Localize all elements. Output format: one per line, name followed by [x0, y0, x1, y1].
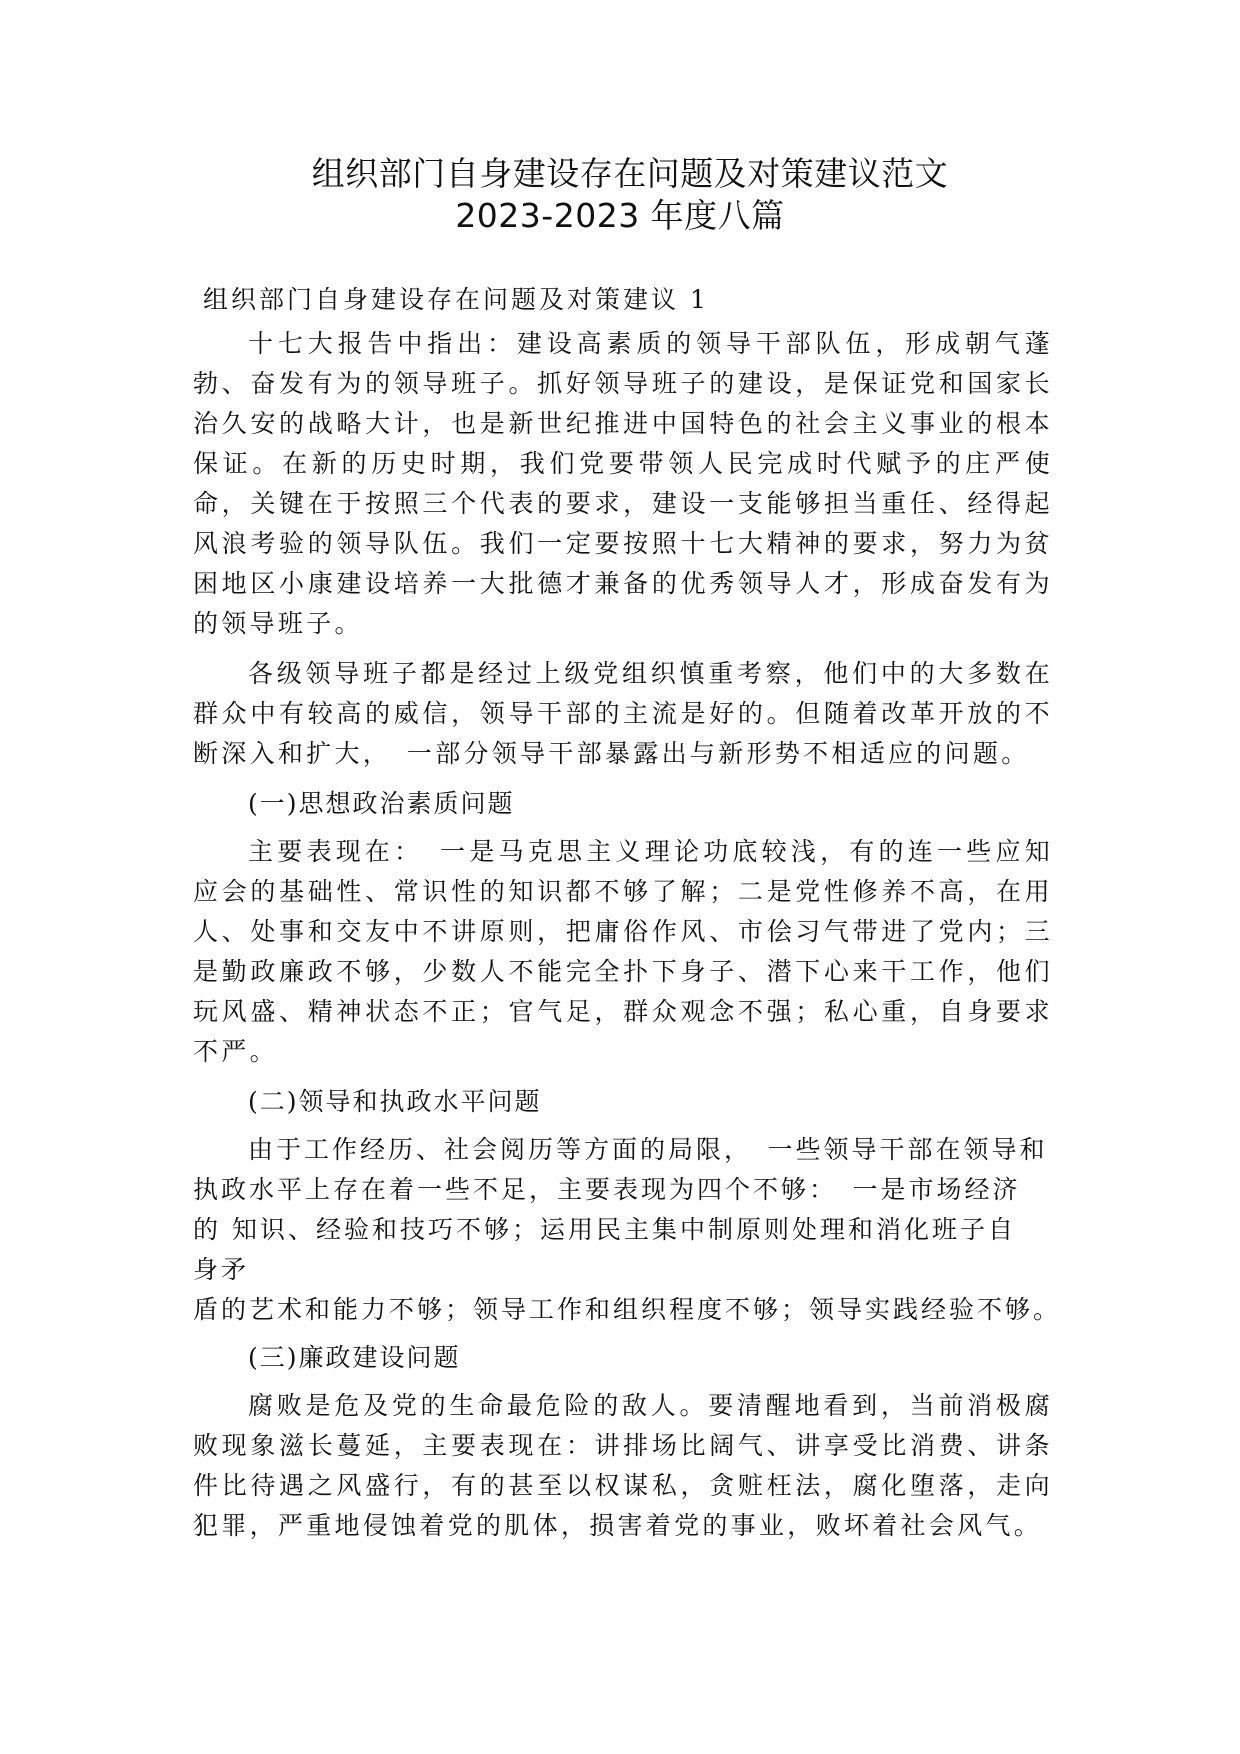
paragraph-overview: 各级领导班子都是经过上级党组织慎重考察，他们中的大多数在群众中有较高的威信，领导干部的主流是好的。但随着改革开放的不断深入和扩大， 一部分领导干部暴露出与新形势不相适应的问题。 [193, 659, 1053, 768]
paragraph-line: 身矛 [193, 1255, 250, 1284]
paragraph-ideological-quality: 主要表现在： 一是马克思主义理论功底较浅，有的连一些应知应会的基础性、常识性的知识都不够了解；二是党性修养不高，在用人、处事和交友中不讲原则，把庸俗作风、市侩习气带进了党内；三是勤政廉政不够，少数人不能完全扑下身子、潜下心来干工作，他们玩风盛、精神状态不正；官气足，群众观念不强；私心重，自身要求不严。 [193, 837, 1053, 1066]
paragraph-line: 的 知识、经验和技巧不够；运用民主集中制原则处理和消化班子自 [193, 1215, 1016, 1244]
paragraph-intro: 十七大报告中指出：建设高素质的领导干部队伍，形成朝气蓬勃、奋发有为的领导班子。抓好领导班子的建设，是保证党和国家长治久安的战略大计，也是新世纪推进中国特色的社会主义事业的根本保证。在新的历史时期，我们党要带领人民完成时代赋予的庄严使命，关键在于按照三个代表的要求，建设一支能够担当重任、经得起风浪考验的领导队伍。我们一定要按照十七大精神的要求，努力为贫困地区小康建设培养一大批德才兼备的优秀领导人才，形成奋发有为的领导班子。 [193, 329, 1053, 638]
paragraph-leadership-level [193, 1130, 1062, 1330]
section-title: 组织部门自身建设存在问题及对策建议 1 [203, 285, 709, 314]
paragraph-line: 盾的艺术和能力不够；领导工作和组织程度不够；领导实践经验不够。 [193, 1295, 1062, 1324]
document-body [193, 280, 1062, 1556]
heading-ideological-quality: (一)思想政治素质问题 [248, 789, 515, 818]
document-title: 组织部门自身建设存在问题及对策建议范文 [311, 154, 949, 193]
document-subtitle: 2023-2023 年度八篇 [455, 196, 785, 235]
heading-leadership-level: (二)领导和执政水平问题 [248, 1087, 542, 1116]
paragraph-line: 执政水平上存在着一些不足，主要表现为四个不够： 一是市场经济 [193, 1175, 1021, 1204]
heading-integrity: (三)廉政建设问题 [248, 1343, 461, 1372]
paragraph-line: 由于工作经历、社会阅历等方面的局限， 一些领导干部在领导和 [248, 1135, 1048, 1164]
paragraph-integrity: 腐败是危及党的生命最危险的敌人。要清醒地看到，当前消极腐败现象滋长蔓延，主要表现在：讲排场比阔气、讲享受比消费、讲条件比待遇之风盛行，有的甚至以权谋私，贪赃枉法，腐化堕落，走向犯罪，严重地侵蚀着党的肌体，损害着党的事业，败坏着社会风气。 [193, 1391, 1053, 1540]
